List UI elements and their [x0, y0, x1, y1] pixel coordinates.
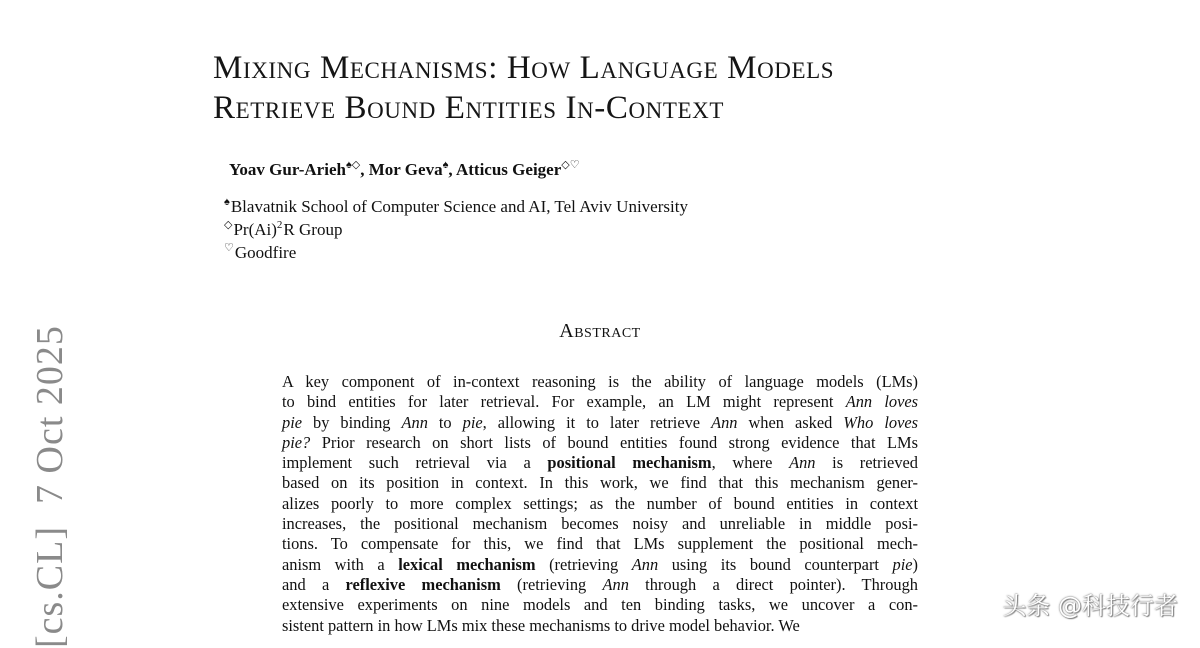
- abstract-line: anism with a lexical mechanism (retrieving Ann using its bound counterpart pie): [282, 554, 918, 574]
- affiliation-item: [224, 241, 688, 264]
- italic-term: Who loves: [843, 412, 918, 432]
- abstract-heading: Abstract: [559, 320, 641, 342]
- arxiv-date: 7 Oct 2025: [29, 325, 71, 504]
- italic-term: Ann: [401, 412, 428, 432]
- italic-term: pie: [462, 412, 483, 432]
- abstract-line: increases, the positional mechanism becomes noisy and unreliable in middle posi-: [282, 514, 918, 534]
- abstract-line: alizes poorly to more complex settings; as the number of bound entities in context: [282, 493, 918, 513]
- italic-term: Ann loves: [845, 392, 918, 412]
- bold-term: positional mechanism: [547, 453, 712, 473]
- affiliation-mark: ◇: [224, 219, 233, 231]
- abstract-line: based on its position in context. In this work, we find that this mechanism gener-: [282, 473, 918, 493]
- affiliation-text-tail: R Group: [283, 220, 343, 239]
- bold-term: reflexive mechanism: [345, 574, 501, 594]
- author-separator: ,: [360, 160, 369, 179]
- italic-term: Ann: [602, 574, 629, 594]
- paper-title-line-1: Mixing Mechanisms: How Language Models: [213, 50, 835, 86]
- abstract-line: pie by binding Ann to pie, allowing it to later retrieve Ann when asked Who loves: [282, 412, 918, 432]
- author-separator: ,: [448, 160, 456, 179]
- abstract-line: sistent pattern in how LMs mix these mechanisms to drive model behavior. We: [282, 615, 800, 635]
- italic-term: pie?: [282, 432, 311, 452]
- author-name: Yoav Gur-Arieh: [229, 160, 346, 179]
- abstract-line: extensive experiments on nine models and ten binding tasks, we uncover a con-: [282, 595, 918, 615]
- italic-term: pie: [892, 554, 913, 574]
- abstract-body: [282, 372, 918, 636]
- abstract-line: tions. To compensate for this, we find that LMs supplement the positional mech-: [282, 534, 918, 554]
- affiliation-mark: ♡: [224, 242, 234, 254]
- author-affiliation-marks: ♠◇: [345, 159, 361, 171]
- author-list: [229, 160, 580, 180]
- author-affiliation-marks: ♠: [442, 159, 449, 171]
- watermark: 头条 @科技行者: [1002, 592, 1178, 620]
- affiliation-text: Pr(Ai): [233, 220, 277, 239]
- italic-term: Ann: [711, 412, 738, 432]
- abstract-line: to bind entities for later retrieval. For example, an LM might represent Ann loves: [282, 392, 918, 412]
- affiliation-text: Goodfire: [234, 243, 297, 262]
- affiliation-text: Blavatnik School of Computer Science and AI, Tel Aviv University: [230, 197, 688, 216]
- abstract-line: pie? Prior research on short lists of bound entities found strong evidence that LMs: [282, 432, 918, 452]
- paper-title-line-2: Retrieve Bound Entities In-Context: [213, 90, 725, 126]
- affiliation-item: [224, 218, 688, 241]
- italic-term: Ann: [631, 554, 659, 574]
- affiliation-mark: ♠: [224, 196, 230, 208]
- affiliation-item: [224, 195, 688, 218]
- affiliation-list: [224, 195, 688, 264]
- italic-term: pie: [282, 412, 303, 432]
- author-affiliation-marks: ◇♡: [561, 159, 580, 171]
- arxiv-category: [cs.CL]: [29, 525, 71, 648]
- author-name: Mor Geva: [368, 160, 443, 179]
- paper-title: [213, 48, 1013, 128]
- abstract-line: A key component of in-context reasoning is the ability of language models (LMs): [282, 372, 918, 391]
- author-name: Atticus Geiger: [455, 160, 562, 179]
- italic-term: Ann: [789, 453, 816, 473]
- arxiv-side-stamp: [28, 303, 72, 648]
- abstract-line: implement such retrieval via a positional mechanism, where Ann is retrieved: [282, 453, 918, 473]
- abstract-line: and a reflexive mechanism (retrieving Ann through a direct pointer). Through: [282, 574, 919, 594]
- affiliation-superscript: 2: [276, 219, 283, 231]
- bold-term: lexical mechanism: [398, 554, 536, 574]
